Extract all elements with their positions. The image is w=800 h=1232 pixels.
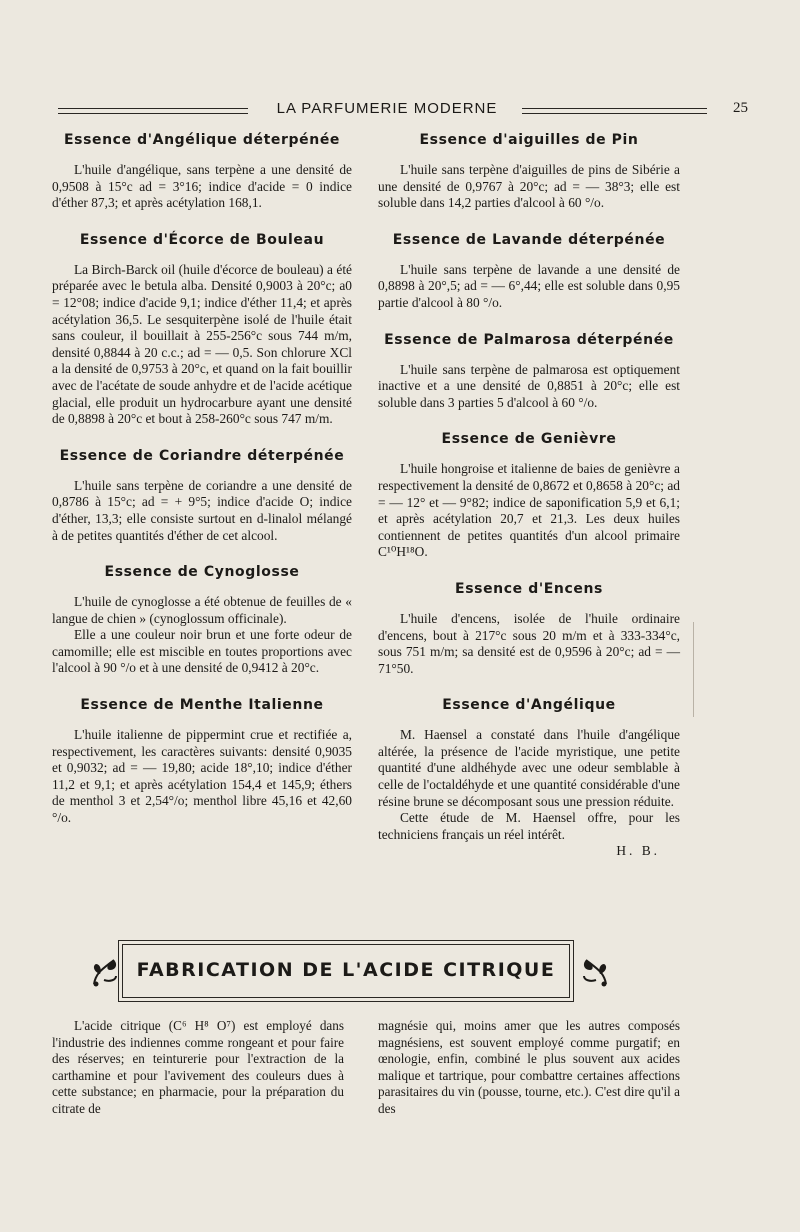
section-encens xyxy=(378,581,680,677)
section-title: Essence de Menthe Italienne xyxy=(80,697,324,714)
left-column xyxy=(52,132,352,847)
right-column xyxy=(378,132,680,859)
section-title: Essence de Cynoglosse xyxy=(104,564,300,581)
section-paragraph: L'huile sans terpène d'aiguilles de pins de Sibérie a une densité de 0,9767 à 20°c; ad = — 38°3; elle est soluble dans 14,2 parties d'alcool à 60 °/o. xyxy=(378,162,680,211)
section-menthe-italienne xyxy=(52,697,352,827)
running-header xyxy=(58,100,748,122)
section-cynoglosse xyxy=(52,564,352,677)
section-title: Essence de Genièvre xyxy=(441,431,617,448)
article-banner xyxy=(90,944,630,1002)
section-paragraph: L'huile sans terpène de palmarosa est optiquement inactive et a une densité de 0,8851 à 20°c; elle est soluble dans 3 parties 5 d'alcool à 60 °/o. xyxy=(378,361,680,410)
section-title: Essence d'Encens xyxy=(455,580,603,597)
section-paragraph: L'huile sans terpène de coriandre a une densité de 0,8786 à 15°c; ad = + 9°5; indice d'acide O; indice d'éther, 13,3; elle consiste surtout en d-linalol mélangé à de petites quantités d'éther de cet alcool. xyxy=(52,477,352,543)
article-column-right xyxy=(378,1018,680,1138)
floral-ornament-right-icon xyxy=(580,954,610,988)
section-paragraph: L'huile de cynoglosse a été obtenue de feuilles de « langue de chien » (cynoglossum officinale). xyxy=(52,594,352,626)
section-palmarosa xyxy=(378,332,680,412)
section-title: Essence d'Écorce de Bouleau xyxy=(79,231,325,248)
journal-title: LA PARFUMERIE MODERNE xyxy=(276,100,498,117)
section-title: Essence d'aiguilles de Pin xyxy=(419,132,639,148)
section-genievre xyxy=(378,431,680,561)
section-paragraph: L'huile d'encens, isolée de l'huile ordinaire d'encens, bout à 217°c sous 20 m/m et à 333-334°c, sous 751 m/m; sa densité est de 0,9596 à 20°c; ad = — 71°50. xyxy=(378,610,680,676)
header-rule-right xyxy=(522,108,707,114)
section-ecorce-bouleau xyxy=(52,232,352,428)
section-coriandre xyxy=(52,448,352,544)
section-angelique xyxy=(378,697,680,859)
section-title: Essence de Lavande déterpénée xyxy=(392,231,666,248)
article-column-left xyxy=(52,1018,344,1138)
section-paragraph: L'huile hongroise et italienne de baies de genièvre a respectivement la densité de 0,8672 et 0,8658 à 20°c; ad = — 12° et — 9°82; indice de saponification 5,9 et 6,1; et après acétylation 20,7 et 21,3. Les deux huiles contiennent de petites quantités d'un alcool primaire C¹⁰H¹⁸O. xyxy=(378,461,680,560)
section-paragraph: L'huile d'angélique, sans terpène a une densité de 0,9508 à 15°c ad = 3°16; indice d'acide = 0 indice d'éther 87,3; et après acétylation 168,1. xyxy=(52,162,352,211)
section-paragraph: L'huile sans terpène de lavande a une densité de 0,8898 à 20°,5; ad = — 6°,44; elle est soluble dans 0,95 partie d'alcool à 80 °/o. xyxy=(378,261,680,310)
section-angelique-deterpenee xyxy=(52,132,352,212)
section-title: Essence d'Angélique déterpénée xyxy=(63,132,341,148)
section-title: Essence d'Angélique xyxy=(442,697,616,714)
section-paragraph: Cette étude de M. Haensel offre, pour les techniciens français un réel intérêt. xyxy=(378,810,680,842)
article-title: FABRICATION DE L'ACIDE CITRIQUE xyxy=(136,959,556,981)
article-paragraph: L'acide citrique (C⁶ H⁸ O⁷) est employé dans l'industrie des indiennes comme rongeant et pour faire des réserves; en teinturerie pour l'extraction de la carthamine et pour l'avivement des couleurs dues à cette substance; en pharmacie, pour la préparation du citrate de xyxy=(52,1018,344,1116)
header-rule-left xyxy=(58,108,248,114)
margin-mark xyxy=(693,622,694,717)
section-title: Essence de Palmarosa déterpénée xyxy=(384,331,674,348)
section-paragraph: Elle a une couleur noir brun et une forte odeur de camomille; elle est miscible en toutes proportions avec l'alcool à 90 °/o et à une densité de 0,9412 à 20°c. xyxy=(52,627,352,676)
section-lavande xyxy=(378,232,680,312)
section-paragraph: L'huile italienne de pippermint crue et rectifiée a, respectivement, les caractères suivants: densité 0,9035 et 0,9032; ad = — 19,80; acide 18°,10; indice d'éther 11,2 et 9,1; et après acétylation 154,4 et 145,9; éthers de menthol 3 et 2,54°/o; menthol libre 45,16 et 42,60 °/o. xyxy=(52,727,352,826)
author-signature: H. B. xyxy=(616,843,660,859)
section-paragraph: M. Haensel a constaté dans l'huile d'angélique altérée, la présence de l'acide myristique, une petite quantité d'une aldhéhyde avec une odeur semblable à celle de l'octaldéhyde et une quantité considérable d'une résine brune se décomposant sous une pression réduite. xyxy=(378,727,680,809)
page-number: 25 xyxy=(733,100,748,116)
section-aiguilles-pin xyxy=(378,132,680,212)
section-title: Essence de Coriandre déterpénée xyxy=(59,447,345,464)
floral-ornament-left-icon xyxy=(90,954,120,988)
section-paragraph: La Birch-Barck oil (huile d'écorce de bouleau) a été préparée avec le betula alba. Densité 0,9003 à 20°c; a0 = 12°08; indice d'acide 9,1; indice d'éther 11,4; et après acétylation 36,5. Le sesquiterpène isolé de l'huile était sans couleur, il bouillait à 255-256°c sous 744 m/m, densité 0,8844 à 20 c.c.; ad = — 0,5. Son chlorure XCl a la densité de 0,9753 à 20°c, et quand on la fait bouillir avec de l'acétate de soude anhydre et de l'acide acétique glacial, elle produit un hydrocarbure ayant une densité de 0,8898 à 20°c et bout à 258-260°c sous 747 m/m. xyxy=(52,261,352,427)
article-paragraph: magnésie qui, moins amer que les autres composés magnésiens, est souvent employé comme purgatif; en œnologie, enfin, combiné le plus souvent aux acides malique et tartrique, pour combattre certaines affections parasitaires du vin (pousse, tourne, etc.). C'est dire qu'il a des xyxy=(378,1018,680,1116)
